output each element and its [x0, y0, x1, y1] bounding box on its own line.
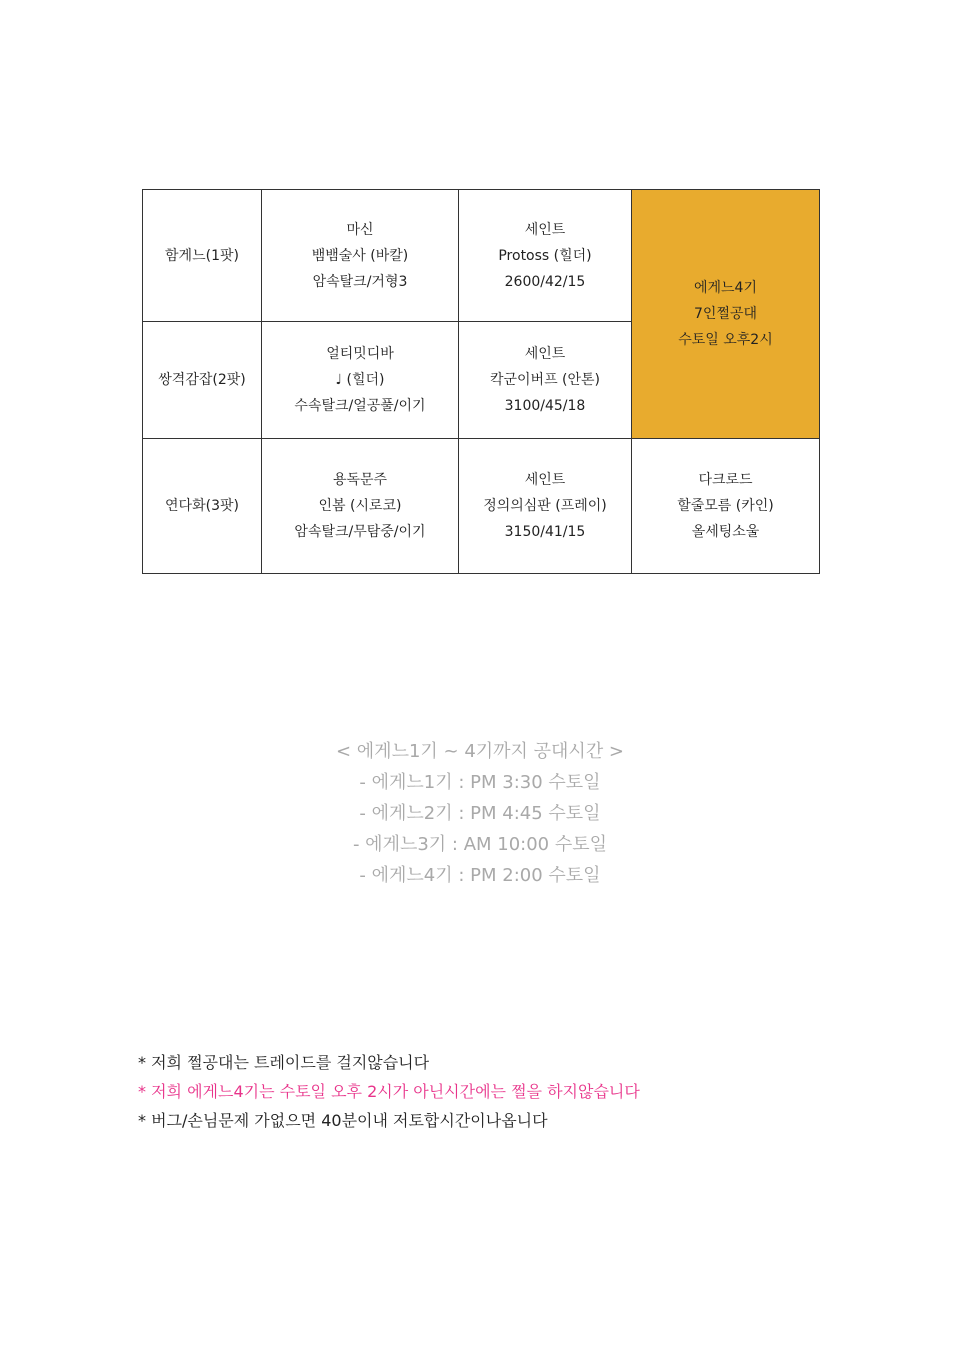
schedule-item: - 에게느1기 : PM 3:30 수토일	[359, 772, 601, 793]
highlight-cell	[632, 190, 820, 439]
member-cell	[262, 439, 459, 574]
schedule-item: - 에게느4기 : PM 2:00 수토일	[359, 865, 601, 886]
member-class: 마신	[346, 221, 374, 238]
member-spec: 암속탈크/무탐중/이기	[294, 524, 426, 540]
member-class: 세인트	[524, 346, 566, 362]
member-class: 다크로드	[698, 472, 753, 488]
member-name: 할줄모름 (카인)	[677, 498, 774, 514]
member-spec: 올세팅소울	[691, 524, 760, 540]
member-name: ♩ (힐더)	[335, 372, 385, 388]
member-name: Protoss (힐더)	[498, 247, 592, 264]
member-cell	[262, 322, 459, 439]
member-cell	[459, 190, 632, 322]
schedule-item: - 에게느2기 : PM 4:45 수토일	[359, 803, 601, 824]
member-spec: 수속탈크/얼공풀/이기	[294, 398, 426, 414]
schedule-title: < 에게느1기 ~ 4기까지 공대시간 >	[335, 741, 625, 762]
member-cell	[632, 439, 820, 574]
member-spec: 3150/41/15	[504, 524, 586, 540]
member-cell	[459, 439, 632, 574]
member-name: 뱀뱀술사 (바칼)	[311, 247, 409, 264]
party-label: 함게느(1팟)	[143, 190, 262, 322]
member-name: 인봄 (시로코)	[318, 498, 402, 514]
member-class: 얼티밋디바	[326, 346, 394, 362]
party-label: 연다화(3팟)	[143, 439, 262, 574]
member-cell	[262, 190, 459, 322]
member-spec: 2600/42/15	[504, 273, 586, 290]
party-table	[142, 189, 820, 574]
member-class: 세인트	[524, 221, 566, 238]
party-label: 쌍격감잡(2팟)	[143, 322, 262, 439]
member-class: 세인트	[524, 472, 566, 488]
table-row	[143, 190, 820, 322]
member-spec: 3100/45/18	[504, 398, 586, 414]
table-row	[143, 439, 820, 574]
member-name: 칵군이버프 (안톤)	[489, 372, 601, 388]
note-item: * 버그/손님문제 가없으면 40분이내 저토합시간이나옵니다	[138, 1111, 548, 1130]
note-item: * 저희 쩔공대는 트레이드를 걸지않습니다	[138, 1053, 430, 1072]
member-name: 정의의심판 (프레이)	[483, 498, 607, 514]
highlight-title: 에게느4기	[693, 280, 757, 296]
member-spec: 암속탈크/거형3	[312, 273, 408, 290]
raid-schedule	[0, 736, 960, 891]
highlight-subtitle: 7인쩔공대	[693, 306, 757, 322]
notes	[138, 1048, 640, 1135]
note-item-highlight: * 저희 에게느4기는 수토일 오후 2시가 아닌시간에는 쩔을 하지않습니다	[138, 1082, 640, 1101]
schedule-item: - 에게느3기 : AM 10:00 수토일	[352, 834, 608, 855]
highlight-time: 수토일 오후2시	[678, 332, 773, 348]
member-class: 용독문주	[332, 472, 388, 488]
member-cell	[459, 322, 632, 439]
